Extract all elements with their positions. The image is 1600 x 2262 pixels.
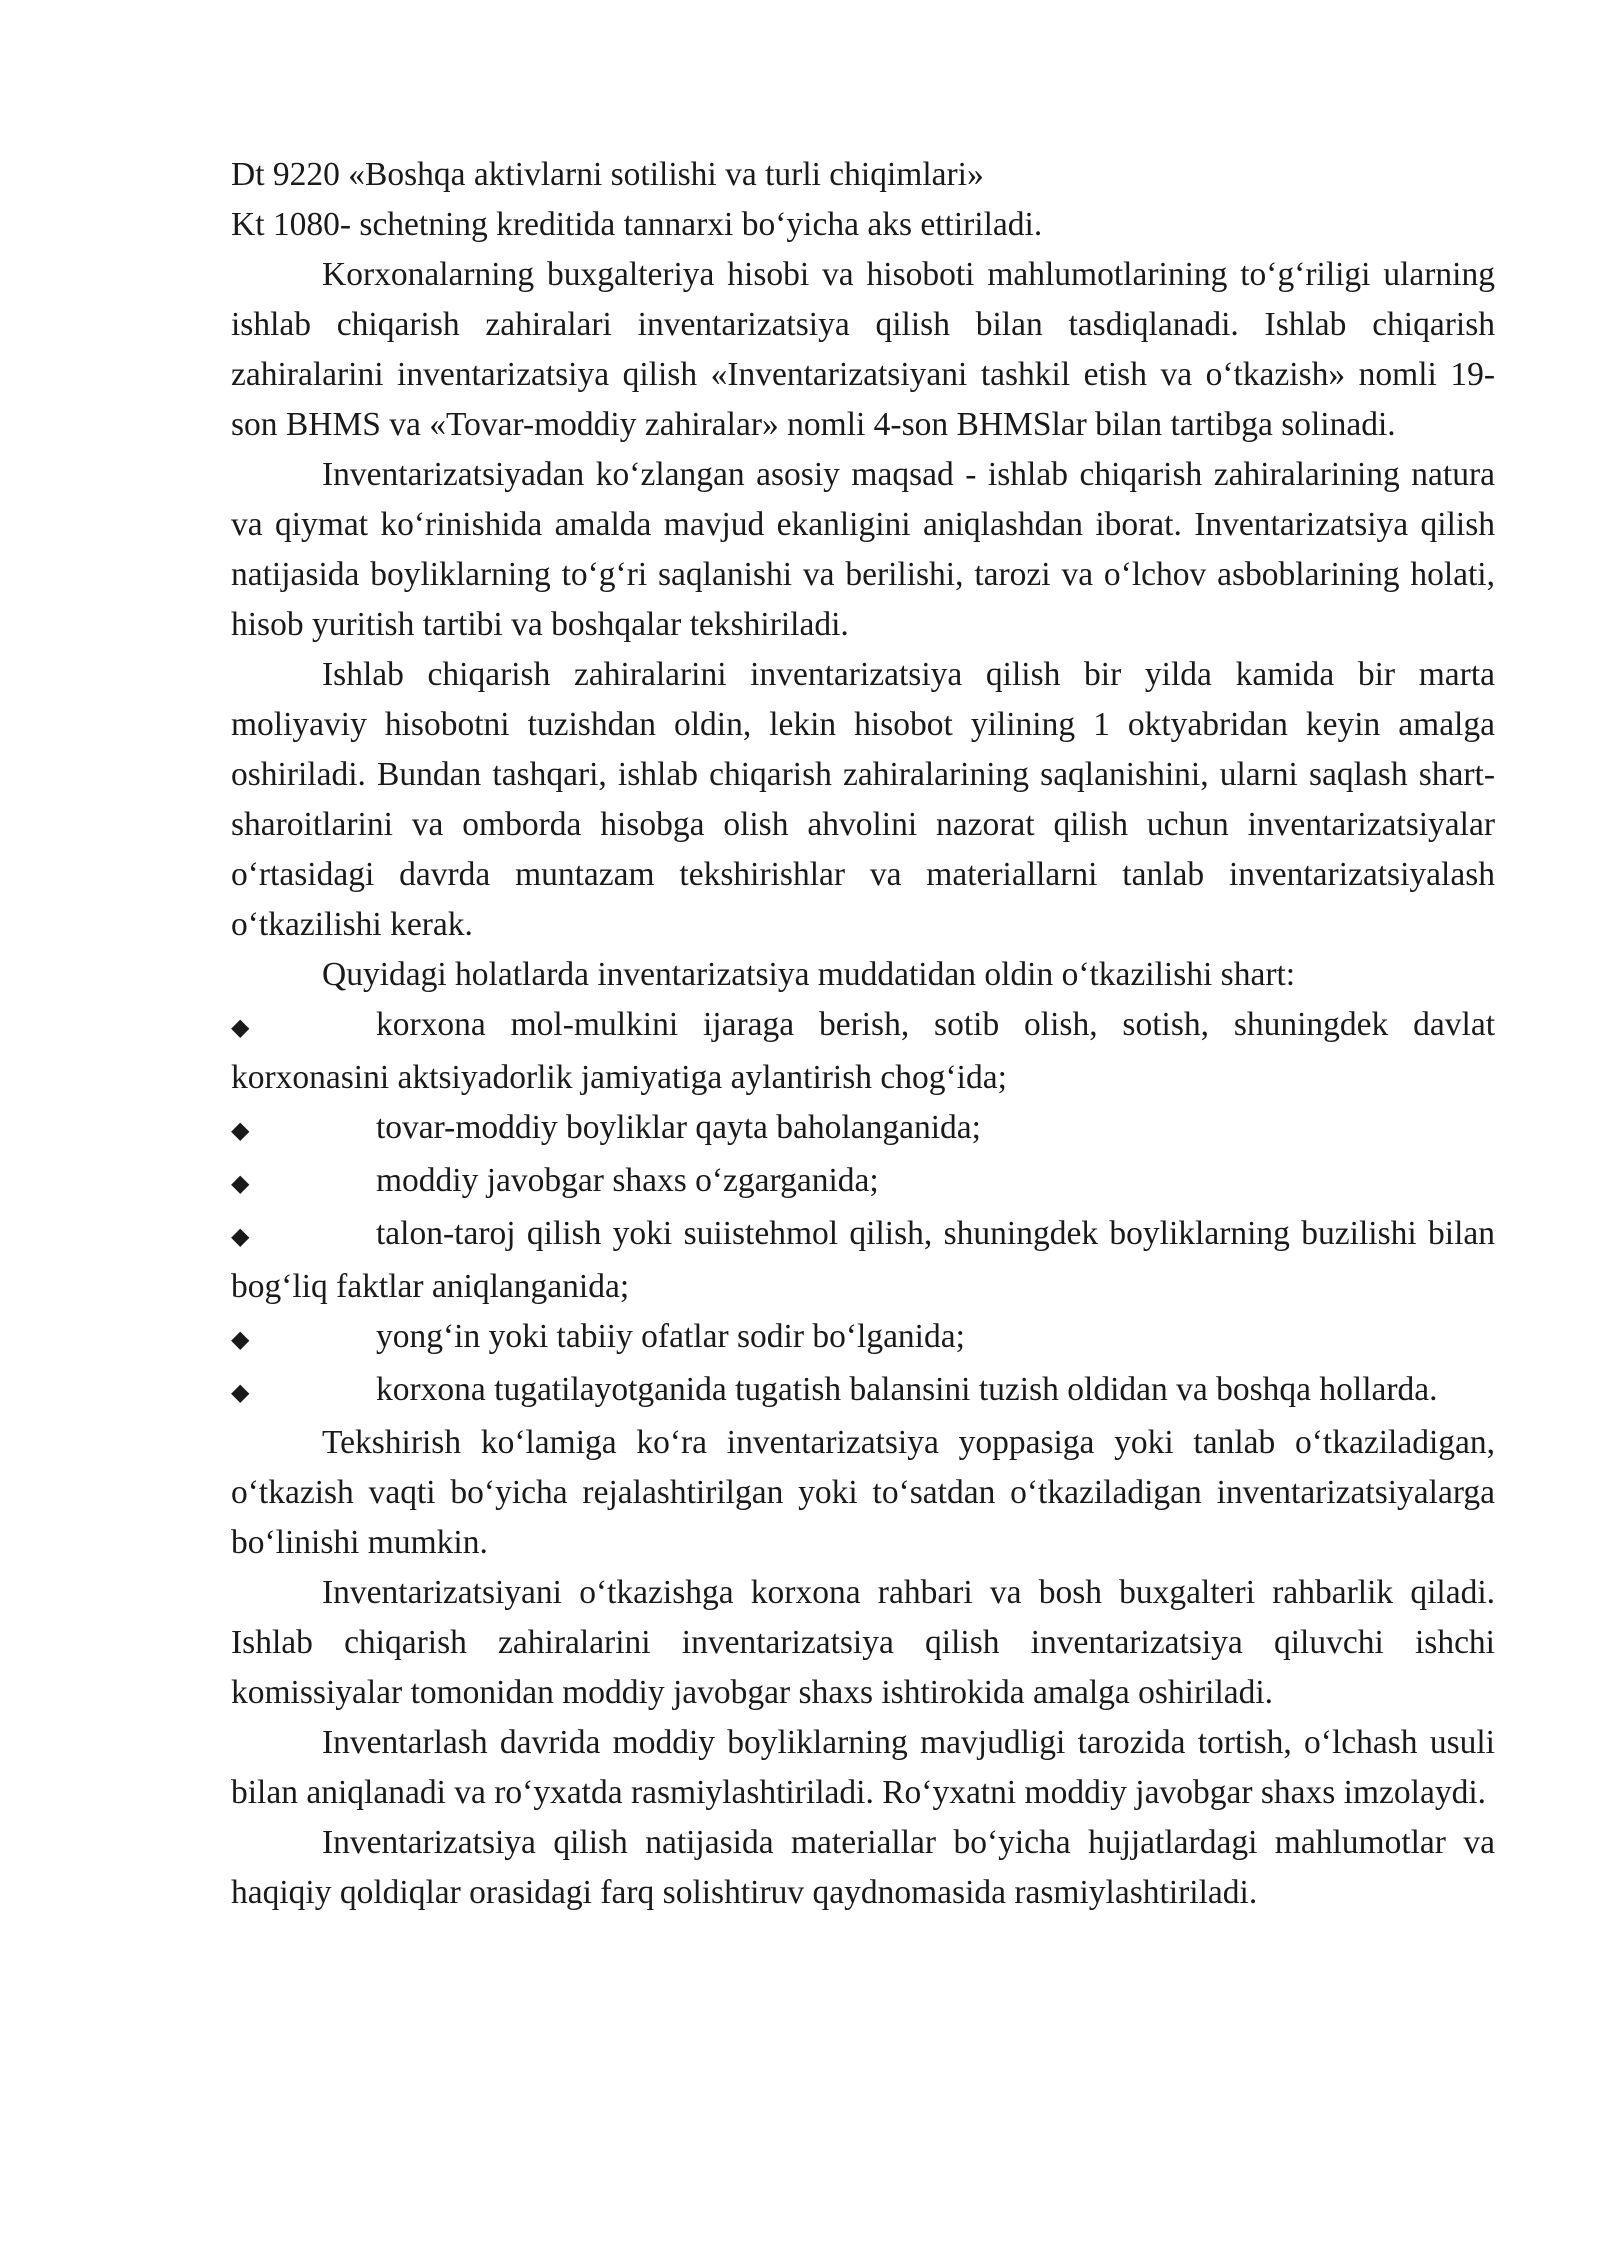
diamond-bullet-icon <box>231 1003 376 1053</box>
list-item <box>231 1209 1495 1312</box>
debit-entry-line: Dt 9220 «Boshqa aktivlarni sotilishi va turli chiqimlari» <box>231 156 984 193</box>
document-page <box>231 150 1495 1918</box>
paragraph-purpose: Inventarizatsiyadan ko‘zlangan asosiy maqsad - ishlab chiqarish zahiralarining natura va qiymat ko‘rinishida amalda mavjud ekanligini aniqlashdan iborat. Inventarizatsiya qilish natijasida boyliklarning to‘g‘ri saqlanishi va berilishi, tarozi va o‘lchov asboblarining holati, hisob yuritish tartibi va boshqalar tekshiriladi. <box>231 456 1495 643</box>
list-item <box>231 1312 1495 1365</box>
diamond-bullet-icon <box>231 1106 376 1156</box>
list-item <box>231 1365 1495 1418</box>
list-item-text: talon-taroj qilish yoki suiistehmol qilish, shuningdek boyliklarning buzilishi bilan bog‘liq faktlar aniqlanganida; <box>231 1215 1495 1305</box>
list-item-text: tovar-moddiy boyliklar qayta baholanganida; <box>376 1109 981 1146</box>
paragraph-results: Inventarizatsiya qilish natijasida materiallar bo‘yicha hujjatlardagi mahlumotlar va haqiqiy qoldiqlar orasidagi farq solishtiruv qaydnomasida rasmiylashtiriladi. <box>231 1824 1495 1911</box>
list-item-text: yong‘in yoki tabiiy ofatlar sodir bo‘lganida; <box>376 1318 965 1355</box>
credit-entry-line: Kt 1080- schetning kreditida tannarxi bo‘yicha aks ettiriladi. <box>231 206 1043 243</box>
list-item-text: moddiy javobgar shaxs o‘zgarganida; <box>376 1162 879 1199</box>
diamond-bullet-icon <box>231 1212 376 1262</box>
list-item <box>231 1156 1495 1209</box>
list-item-text: korxona tugatilayotganida tugatish balansini tuzish oldidan va boshqa hollarda. <box>376 1371 1438 1408</box>
list-item <box>231 1000 1495 1103</box>
list-item-text: korxona mol-mulkini ijaraga berish, sotib olish, sotish, shuningdek davlat korxonasini aktsiyadorlik jamiyatiga aylantirish chog‘ida; <box>231 1006 1495 1096</box>
diamond-bullet-icon <box>231 1159 376 1209</box>
paragraph-leadership: Inventarizatsiyani o‘tkazishga korxona rahbari va bosh buxgalteri rahbarlik qiladi. Ishlab chiqarish zahiralarini inventarizatsiya qilish inventarizatsiya qiluvchi ishchi komissiyalar tomonidan moddiy javobgar shaxs ishtirokida amalga oshiriladi. <box>231 1574 1495 1711</box>
paragraph-scope: Tekshirish ko‘lamiga ko‘ra inventarizatsiya yoppasiga yoki tanlab o‘tkaziladigan, o‘tkazish vaqti bo‘yicha rejalashtirilgan yoki to‘satdan o‘tkaziladigan inventarizatsiyalarga bo‘linishi mumkin. <box>231 1424 1495 1561</box>
paragraph-measurement: Inventarlash davrida moddiy boyliklarning mavjudligi tarozida tortish, o‘lchash usuli bilan aniqlanadi va ro‘yxatda rasmiylashtiriladi. Ro‘yxatni moddiy javobgar shaxs imzolaydi. <box>231 1724 1495 1811</box>
list-item <box>231 1103 1495 1156</box>
diamond-bullet-icon <box>231 1368 376 1418</box>
diamond-bullet-icon <box>231 1315 376 1365</box>
paragraph-verification: Korxonalarning buxgalteriya hisobi va hisoboti mahlumotlarining to‘g‘riligi ularning ishlab chiqarish zahiralari inventarizatsiya qilish bilan tasdiqlanadi. Ishlab chiqarish zahiralarini inventarizatsiya qilish «Inventarizatsiyani tashkil etish va o‘tkazish» nomli 19-son BHMS va «Tovar-moddiy zahiralar» nomli 4-son BHMSlar bilan tartibga solinadi. <box>231 256 1495 443</box>
paragraph-early-cases-intro: Quyidagi holatlarda inventarizatsiya muddatidan oldin o‘tkazilishi shart: <box>322 956 1296 993</box>
paragraph-frequency: Ishlab chiqarish zahiralarini inventarizatsiya qilish bir yilda kamida bir marta moliyaviy hisobotni tuzishdan oldin, lekin hisobot yilining 1 oktyabridan keyin amalga oshiriladi. Bundan tashqari, ishlab chiqarish zahiralarining saqlanishini, ularni saqlash shart-sharoitlarini va omborda hisobga olish ahvolini nazorat qilish uchun inventarizatsiyalar o‘rtasidagi davrda muntazam tekshirishlar va materiallarni tanlab inventarizatsiyalash o‘tkazilishi kerak. <box>231 656 1495 943</box>
